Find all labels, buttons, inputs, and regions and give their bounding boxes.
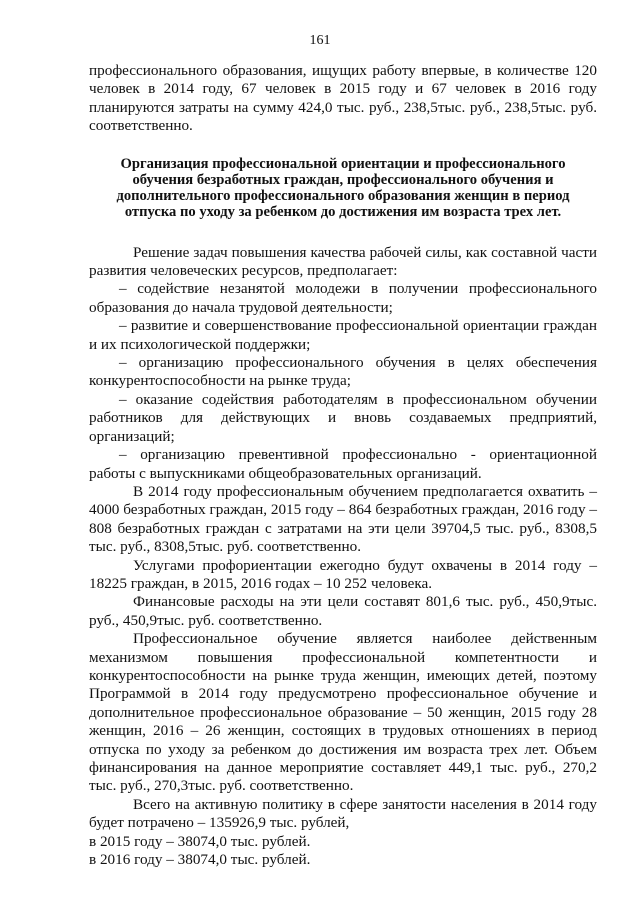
paragraph-2014-training: В 2014 году профессиональным обучением предполагается охватить – 4000 безработных граждан, 2015 году – 864 безработных граждан, 2016 году – 808 безработных граждан с затратами на эти цели 39704,5 тыс. руб., 8308,5 тыс. руб., 8308,5тыс. руб. соответственно. bbox=[89, 482, 597, 556]
document-body bbox=[89, 62, 597, 869]
paragraph-women-training: Профессиональное обучение является наиболее действенным механизмом повышения профессиональной компетентности и конкурентоспособности на рынке труда женщин, имеющих детей, поэтому Программой в 2014 году предусмотрено профессиональное обучение и дополнительное профессиональное образование – 50 женщин, 2015 году 28 женщин, 2016 – 26 женщин, состоящих в трудовых отношениях в период отпуска по уходу за ребенком до достижения им возраста трех лет. Объем финансирования на данное мероприятие составляет 449,1 тыс. руб., 270,2 тыс. руб., 270,3тыс. руб. соответственно. bbox=[89, 630, 597, 795]
list-item-1: – содействие незанятой молодежи в получении профессионального образования до начала трудовой деятельности; bbox=[89, 280, 597, 316]
total-2015: в 2015 году – 38074,0 тыс. рублей. bbox=[89, 832, 311, 850]
list-item-5: – организацию превентивной профессионально - ориентационной работы с выпускниками общеобразовательных организаций. bbox=[89, 446, 597, 482]
heading-line-1: Организация профессиональной ориентации и профессионального bbox=[120, 155, 566, 172]
list-item-2: – развитие и совершенствование профессиональной ориентации граждан и их психологической поддержки; bbox=[89, 317, 597, 353]
section-heading bbox=[89, 156, 597, 220]
paragraph-financial-costs: Финансовые расходы на эти цели составят 801,6 тыс. руб., 450,9тыс. руб., 450,9тыс. руб. соответственно. bbox=[89, 593, 597, 629]
heading-line-4: отпуска по уходу за ребенком до достижения им возраста трех лет. bbox=[124, 203, 562, 220]
list-item-3: – организацию профессионального обучения в целях обеспечения конкурентоспособности на рынке труда; bbox=[89, 354, 597, 390]
heading-line-3: дополнительного профессионального образования женщин в период bbox=[116, 187, 570, 204]
paragraph-career-guidance: Услугами профориентации ежегодно будут охвачены в 2014 году – 18225 граждан, в 2015, 2016 годах – 10 252 человека. bbox=[89, 556, 597, 592]
paragraph-1: Решение задач повышения качества рабочей силы, как составной части развития человеческих ресурсов, предполагает: bbox=[89, 243, 597, 280]
page-number: 161 bbox=[309, 33, 331, 48]
heading-line-2: обучения безработных граждан, профессионального обучения и bbox=[132, 171, 554, 188]
list-item-4: – оказание содействия работодателям в профессиональном обучении работников для действующих и вновь создаваемых предприятий, организаций; bbox=[89, 390, 597, 445]
paragraph-total-spending: Всего на активную политику в сфере занятости населения в 2014 году будет потрачено – 135926,9 тыс. рублей, bbox=[89, 795, 597, 832]
total-2016: в 2016 году – 38074,0 тыс. рублей. bbox=[89, 851, 311, 869]
intro-paragraph: профессионального образования, ищущих работу впервые, в количестве 120 человек в 2014 году, 67 человек в 2015 году и 67 человек в 2016 году планируются затраты на сумму 424,0 тыс. руб., 238,5тыс. руб., 238,5тыс. руб. соответственно. bbox=[89, 62, 597, 135]
